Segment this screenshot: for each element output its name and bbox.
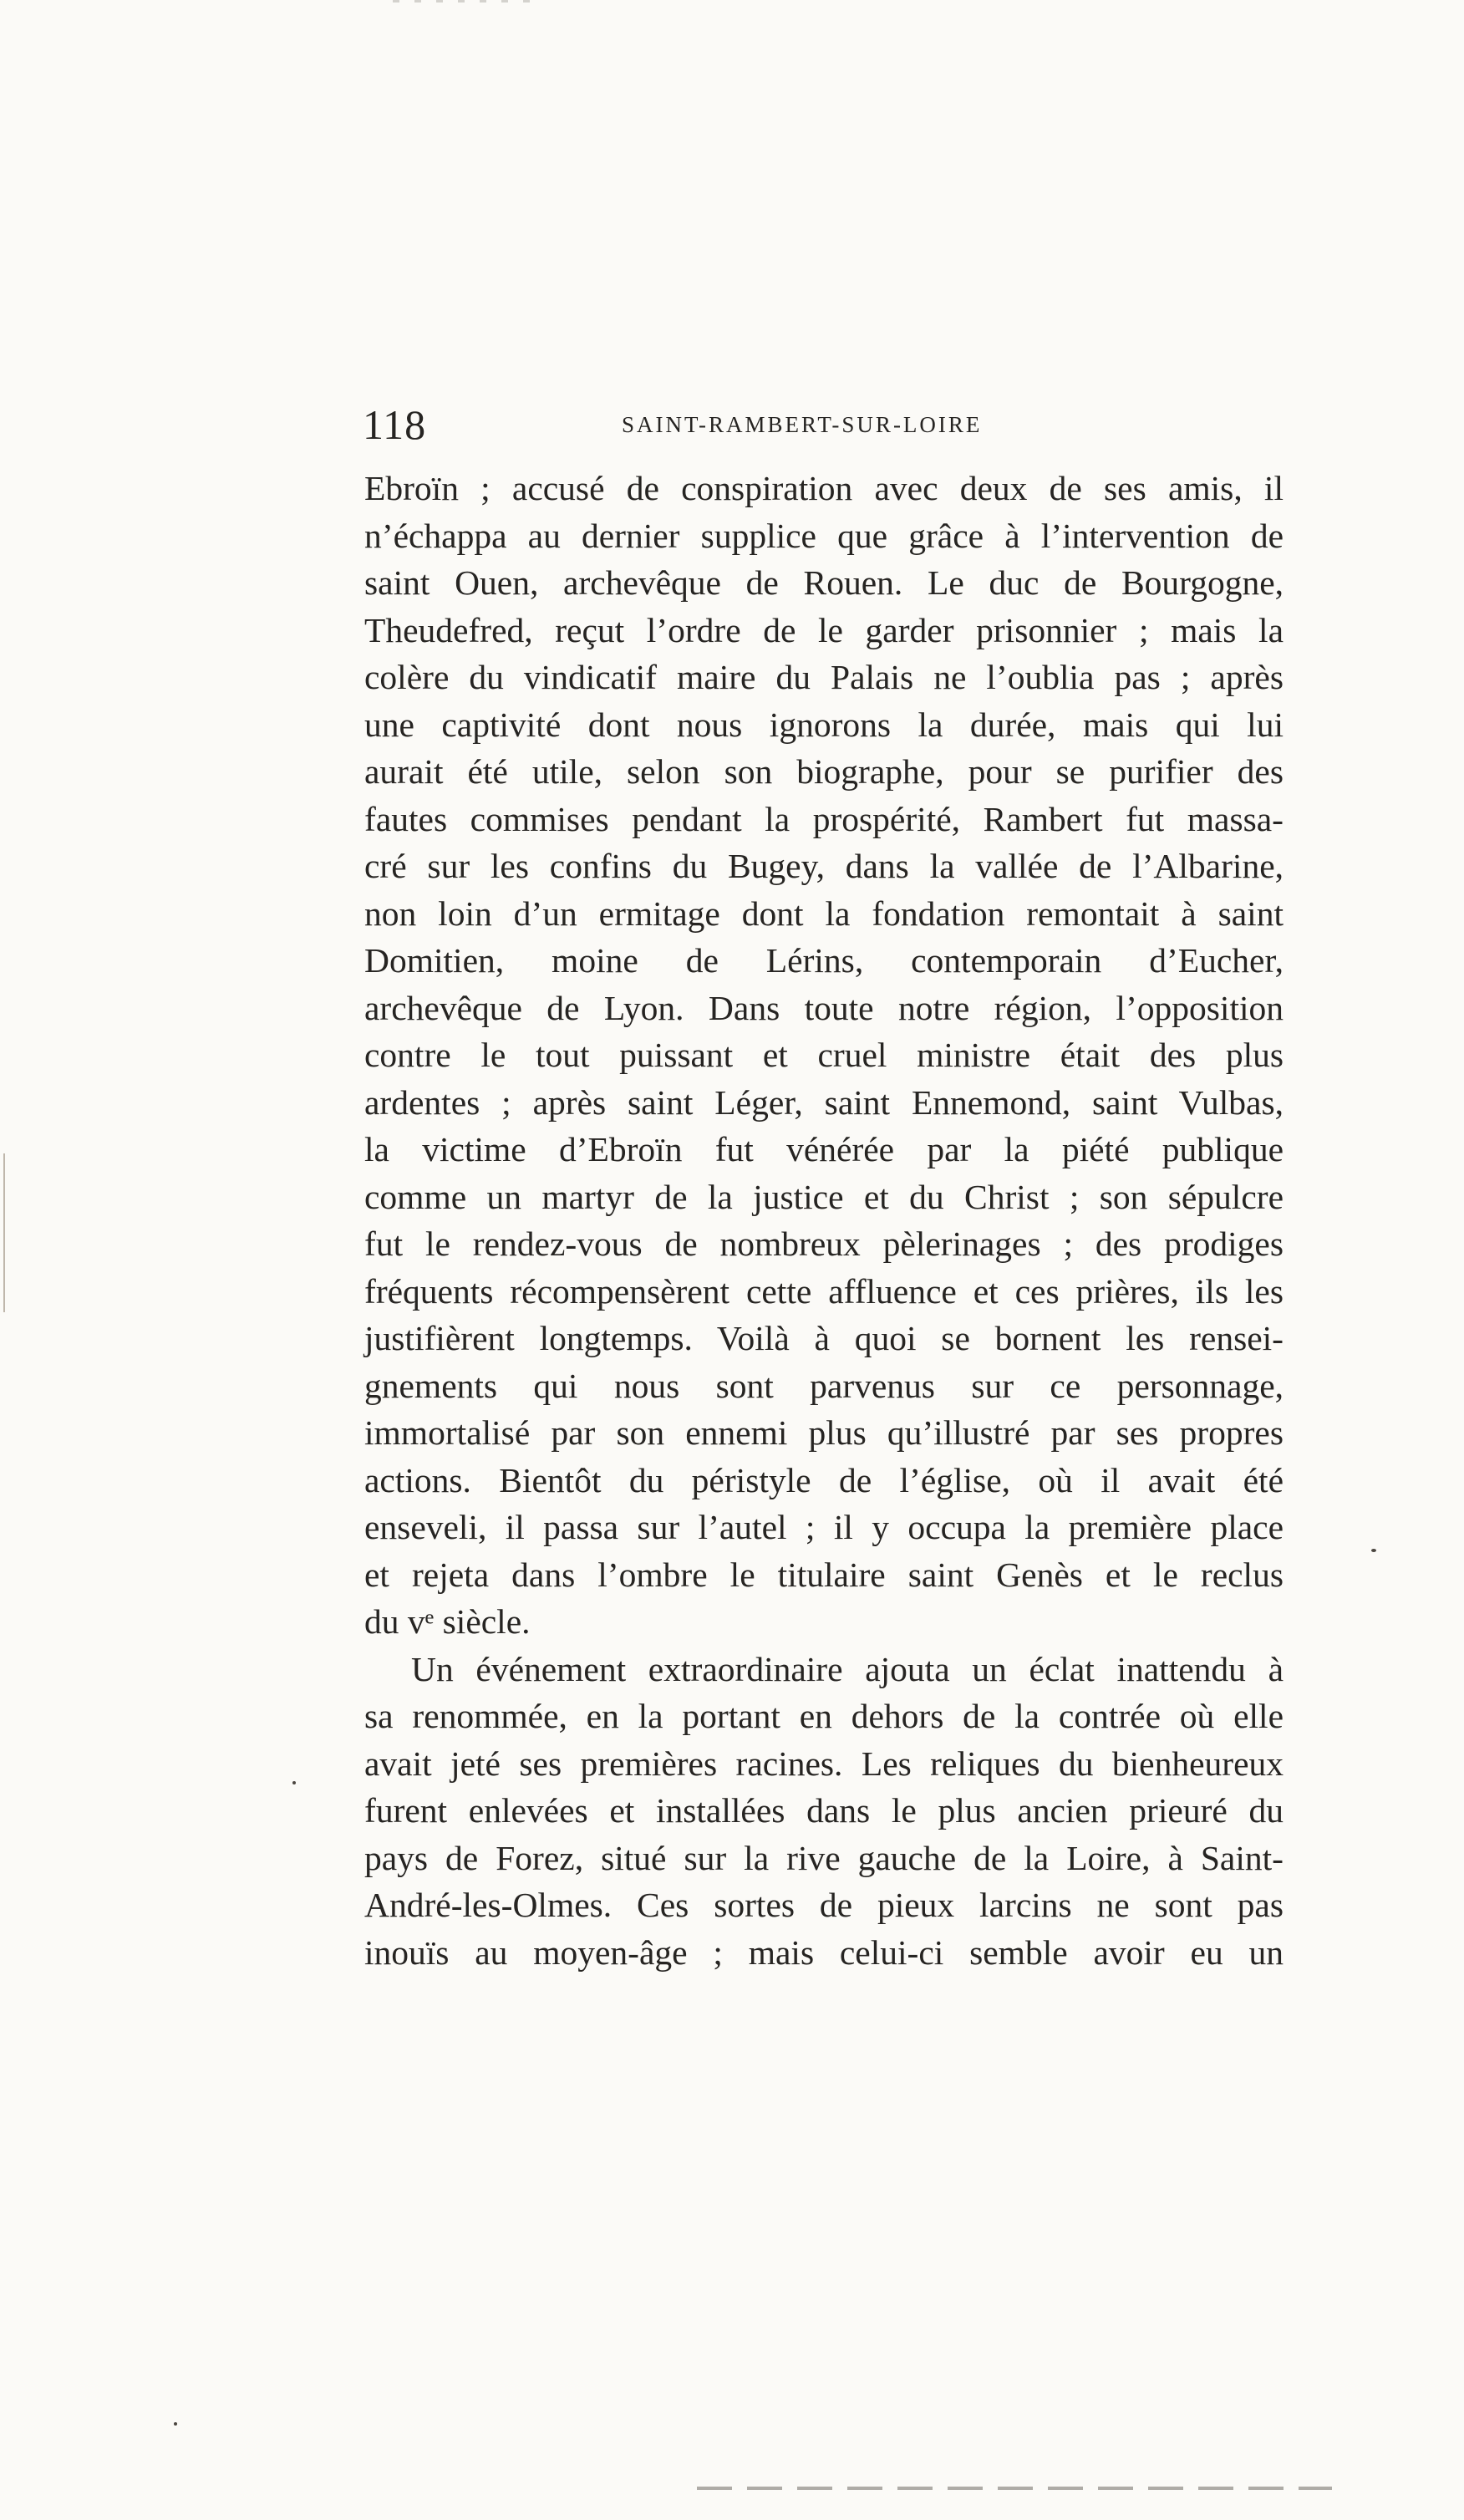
text-line: immortalisé par son ennemi plus qu’illustré par ses propres — [364, 1413, 1284, 1452]
text-line: contre le tout puissant et cruel ministre était des plus — [364, 1036, 1284, 1074]
text-line: une captivité dont nous ignorons la durée, mais qui lui — [364, 705, 1284, 744]
footer-dash-rule — [697, 2487, 1332, 2490]
text-line: comme un martyr de la justice et du Christ ; son sépulcre — [364, 1177, 1284, 1216]
text-line: non loin d’un ermitage dont la fondation remontait à saint — [364, 893, 1284, 933]
text-line: actions. Bientôt du péristyle de l’église, où il avait été — [364, 1460, 1284, 1499]
text-line: cré sur les confins du Bugey, dans la vallée de l’Albarine, — [364, 847, 1284, 885]
page-header — [363, 400, 1302, 450]
body-text — [364, 465, 1284, 1976]
top-edge-marks — [393, 0, 543, 3]
text-line: gnements qui nous sont parvenus sur ce personnage, — [364, 1366, 1284, 1405]
text-line: fut le rendez-vous de nombreux pèlerinages ; des prodiges — [364, 1224, 1284, 1263]
left-margin-rule — [3, 1153, 5, 1312]
text-line: Ebroïn ; accusé de conspiration avec deux de ses amis, il — [364, 469, 1284, 507]
text-line: saint Ouen, archevêque de Rouen. Le duc de Bourgogne, — [364, 563, 1284, 602]
text-line: inouïs au moyen-âge ; mais celui-ci semble avoir eu un — [364, 1932, 1284, 1972]
text-line: pays de Forez, situé sur la rive gauche de la Loire, à Saint- — [364, 1838, 1284, 1877]
ink-speck — [292, 1781, 296, 1784]
text-line: la victime d’Ebroïn fut vénérée par la piété publique — [364, 1130, 1284, 1168]
paragraph-start-line: Un événement extraordinaire ajouta un éclat inattendu à — [411, 1649, 1284, 1688]
text-line: sa renommée, en la portant en dehors de la contrée où elle — [364, 1697, 1284, 1735]
text-line: André-les-Olmes. Ces sortes de pieux larcins ne sont pas — [364, 1886, 1284, 1924]
text-line: fautes commises pendant la prospérité, Rambert fut massa- — [364, 799, 1284, 838]
text-line: colère du vindicatif maire du Palais ne l’oublia pas ; après — [364, 658, 1284, 696]
text-line: n’échappa au dernier supplice que grâce à l’intervention de — [364, 516, 1284, 555]
ink-speck — [174, 2422, 177, 2426]
text-line: aurait été utile, selon son biographe, pour se purifier des — [364, 752, 1284, 791]
text-line: et rejeta dans l’ombre le titulaire saint Genès et le reclus — [364, 1555, 1284, 1594]
page-number: 118 — [363, 401, 427, 448]
text-line: ardentes ; après saint Léger, saint Ennemond, saint Vulbas, — [364, 1082, 1284, 1122]
text-line: furent enlevées et installées dans le plus ancien prieuré du — [364, 1791, 1284, 1830]
ink-speck — [1371, 1549, 1376, 1552]
text-line: fréquents récompensèrent cette affluence et ces prières, ils les — [364, 1271, 1284, 1311]
text-line: Domitien, moine de Lérins, contemporain d’Eucher, — [364, 941, 1284, 980]
paragraph-end-line: du vᵉ siècle. — [364, 1602, 531, 1641]
text-line: Theudefred, reçut l’ordre de le garder prisonnier ; mais la — [364, 610, 1284, 649]
text-line: justifièrent longtemps. Voilà à quoi se bornent les rensei- — [364, 1319, 1284, 1357]
text-line: archevêque de Lyon. Dans toute notre région, l’opposition — [364, 988, 1284, 1027]
text-line: avait jeté ses premières racines. Les reliques du bienheureux — [364, 1744, 1284, 1783]
running-title: SAINT-RAMBERT-SUR-LOIRE — [622, 412, 983, 437]
text-line: enseveli, il passa sur l’autel ; il y occupa la première place — [364, 1508, 1284, 1546]
